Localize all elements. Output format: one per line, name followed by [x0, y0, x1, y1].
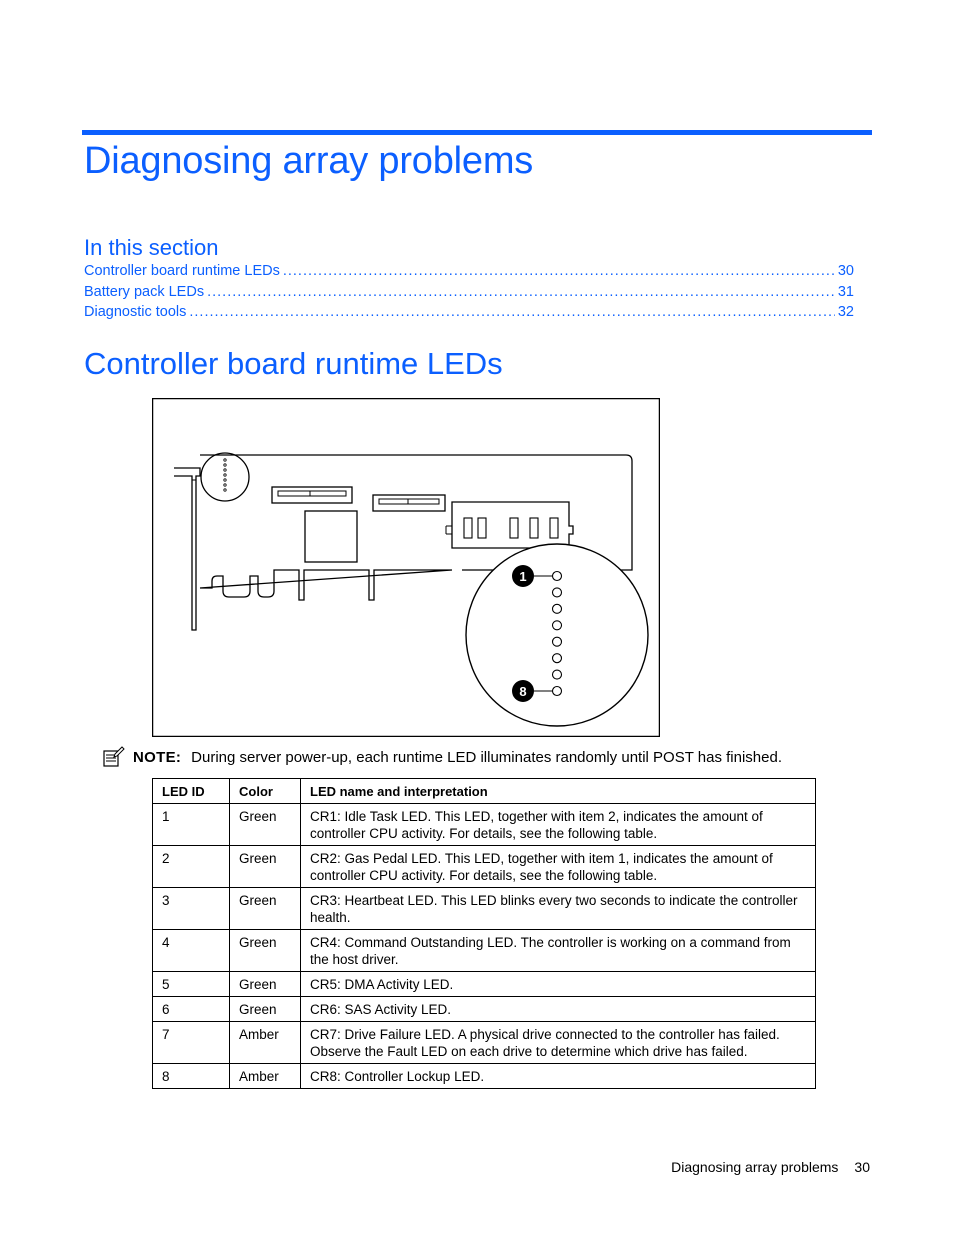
cell-led-id: 2 [153, 846, 230, 888]
column-header-interpretation: LED name and interpretation [301, 779, 816, 804]
section-title: Controller board runtime LEDs [84, 346, 503, 381]
note-text: During server power-up, each runtime LED illuminates randomly until POST has finished. [191, 748, 782, 766]
cell-color: Green [230, 804, 301, 846]
toc-page-number: 30 [837, 263, 854, 279]
cell-interpretation: CR5: DMA Activity LED. [301, 972, 816, 997]
cell-color: Green [230, 997, 301, 1022]
footer-title: Diagnosing array problems [671, 1159, 839, 1175]
toc-dot-leader [207, 284, 835, 300]
controller-board-figure [152, 398, 660, 737]
runtime-led-6 [553, 654, 562, 663]
cell-interpretation: CR7: Drive Failure LED. A physical drive connected to the controller has failed. Observe the Fault LED on each drive to determine which drive has failed. [301, 1022, 816, 1064]
cell-led-id: 6 [153, 997, 230, 1022]
table-row [153, 930, 816, 972]
cell-interpretation: CR3: Heartbeat LED. This LED blinks every two seconds to indicate the controller health. [301, 888, 816, 930]
cell-interpretation: CR1: Idle Task LED. This LED, together with item 2, indicates the amount of controller CPU activity. For details, see the following table. [301, 804, 816, 846]
runtime-led-2 [553, 588, 562, 597]
table-row [153, 804, 816, 846]
callout-1-label: 1 [519, 569, 527, 584]
table-row [153, 1064, 816, 1089]
table-row [153, 888, 816, 930]
cell-interpretation: CR6: SAS Activity LED. [301, 997, 816, 1022]
cell-led-id: 1 [153, 804, 230, 846]
chapter-rule [82, 130, 872, 135]
controller-board-illustration [152, 398, 660, 737]
runtime-led-3 [553, 604, 562, 613]
cell-led-id: 3 [153, 888, 230, 930]
note [103, 746, 782, 768]
runtime-led-7 [553, 670, 562, 679]
cell-color: Amber [230, 1064, 301, 1089]
runtime-led-1 [553, 572, 562, 581]
toc-dot-leader [283, 263, 835, 279]
footer-page-number: 30 [854, 1159, 870, 1175]
cell-led-id: 4 [153, 930, 230, 972]
toc-link-label: Battery pack LEDs [84, 283, 205, 300]
in-this-section-heading: In this section [84, 235, 219, 260]
toc-link-diagnostic-tools[interactable] [84, 304, 854, 325]
led-table [152, 778, 816, 1089]
cell-led-id: 5 [153, 972, 230, 997]
table-row [153, 997, 816, 1022]
cell-color: Green [230, 972, 301, 997]
chapter-title: Diagnosing array problems [84, 140, 534, 182]
cell-interpretation: CR4: Command Outstanding LED. The controller is working on a command from the host driver. [301, 930, 816, 972]
column-header-color: Color [230, 779, 301, 804]
note-icon [103, 746, 125, 768]
toc-page-number: 32 [837, 304, 854, 320]
cell-interpretation: CR8: Controller Lockup LED. [301, 1064, 816, 1089]
table-of-contents [84, 263, 854, 325]
cell-interpretation: CR2: Gas Pedal LED. This LED, together with item 1, indicates the amount of controller CPU activity. For details, see the following table. [301, 846, 816, 888]
column-header-led-id: LED ID [153, 779, 230, 804]
cell-color: Green [230, 846, 301, 888]
toc-link-label: Controller board runtime LEDs [84, 263, 280, 279]
note-label: NOTE: [133, 748, 182, 766]
toc-dot-leader [189, 304, 835, 320]
cell-led-id: 7 [153, 1022, 230, 1064]
cell-color: Green [230, 930, 301, 972]
table-row [153, 846, 816, 888]
toc-link-controller-board-runtime-leds[interactable] [84, 263, 854, 284]
runtime-led-8 [553, 687, 562, 696]
cell-color: Amber [230, 1022, 301, 1064]
toc-page-number: 31 [837, 283, 854, 300]
toc-link-label: Diagnostic tools [84, 304, 187, 320]
cell-color: Green [230, 888, 301, 930]
callout-8-label: 8 [519, 684, 527, 699]
page-footer [671, 1159, 870, 1175]
runtime-led-4 [553, 621, 562, 630]
table-row [153, 1022, 816, 1064]
toc-link-battery-pack-leds[interactable] [84, 284, 854, 305]
runtime-led-5 [553, 637, 562, 646]
cell-led-id: 8 [153, 1064, 230, 1089]
table-row [153, 972, 816, 997]
table-header-row [153, 779, 816, 804]
